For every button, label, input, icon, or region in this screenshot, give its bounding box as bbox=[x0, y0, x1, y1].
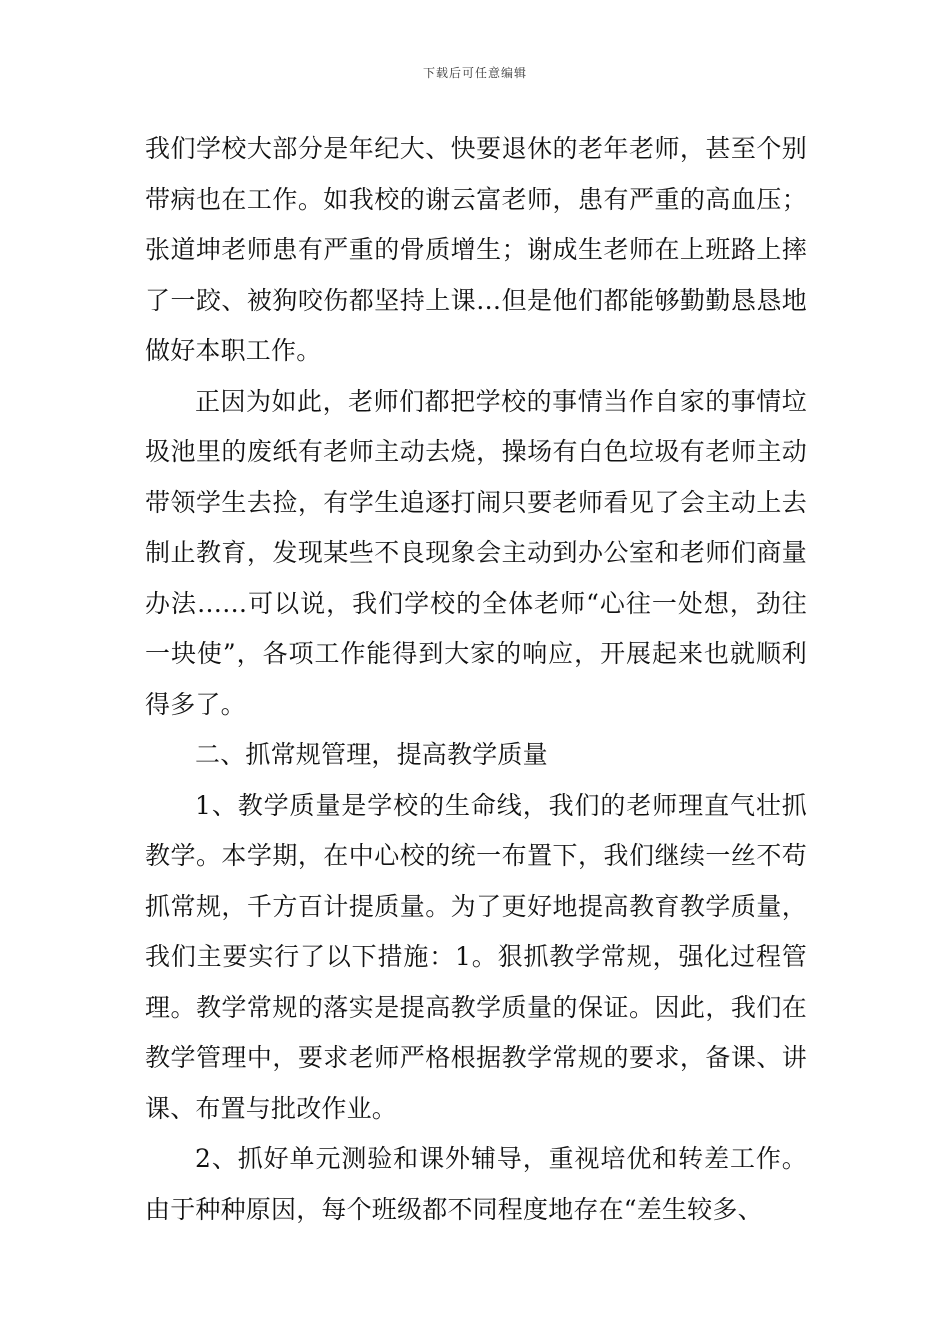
section-heading: 二、抓常规管理，提高教学质量 bbox=[195, 740, 548, 769]
paragraph-4: 2、抓好单元测验和课外辅导，重视培优和转差工作。由于种种原因，每个班级都不同程度地存在“差生较多、 bbox=[145, 1144, 807, 1224]
paragraph-1: 我们学校大部分是年纪大、快要退休的老年老师，甚至个别带病也在工作。如我校的谢云富老师，患有严重的高血压；张道坤老师患有严重的骨质增生；谢成生老师在上班路上摔了一跤、被狗咬伤都坚持上课…但是他们都能够勤勤恳恳地做好本职工作。 bbox=[145, 134, 807, 365]
paragraph-3: 1、教学质量是学校的生命线，我们的老师理直气壮抓教学。本学期，在中心校的统一布置下，我们继续一丝不苟抓常规，千方百计提质量。为了更好地提高教育教学质量，我们主要实行了以下措施：1。狠抓教学常规，强化过程管理。教学常规的落实是提高教学质量的保证。因此，我们在教学管理中，要求老师严格根据教学常规的要求，备课、讲课、布置与批改作业。 bbox=[145, 790, 807, 1123]
document-body bbox=[145, 124, 807, 1235]
page-header-note: 下载后可任意编辑 bbox=[422, 66, 527, 80]
paragraph-2: 正因为如此，老师们都把学校的事情当作自家的事情垃圾池里的废纸有老师主动去烧，操场有白色垃圾有老师主动带领学生去捡，有学生追逐打闹只要老师看见了会主动上去制止教育，发现某些不良现象会主动到办公室和老师们商量办法……可以说，我们学校的全体老师“心往一处想，劲往一块使”，各项工作能得到大家的响应，开展起来也就顺利得多了。 bbox=[145, 386, 807, 719]
